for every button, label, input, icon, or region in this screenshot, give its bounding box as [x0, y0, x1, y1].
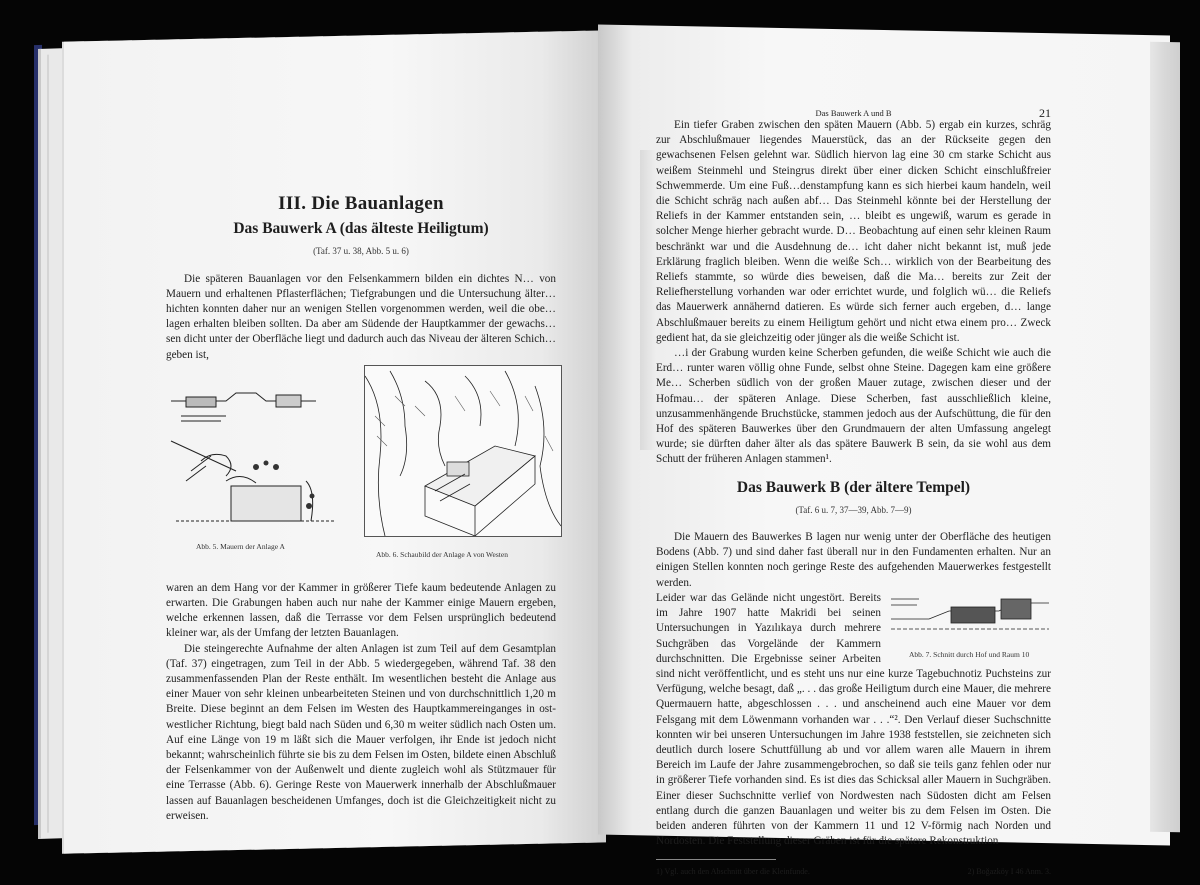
figure-6-caption: Abb. 6. Schaubild der Anlage A von Westen — [376, 549, 508, 559]
wall-plan-figure — [166, 371, 356, 531]
section-reference: (Taf. 37 u. 38, Abb. 5 u. 6) — [313, 246, 409, 257]
running-head-title: Das Bauwerk A und B — [815, 108, 892, 118]
footnotes — [656, 864, 1051, 879]
figures-row — [166, 371, 556, 571]
section-drawing — [889, 593, 1051, 643]
gutter-shadow — [640, 150, 656, 450]
figure-5-caption: Abb. 5. Mauern der Anlage A — [196, 541, 285, 551]
right-page-text — [656, 118, 1051, 880]
chapter-title: III. Die Bauanlagen — [278, 193, 444, 214]
section-title: Das Bauwerk B (der ältere Tempel) — [736, 478, 971, 496]
footnote-2: 2) Boğazköy I 46 Anm. 3. — [967, 867, 1051, 877]
paragraph: Leider war das Gelände nicht ungestört. Bereits im Jahre 1907 hatte Makridi bei seinen Untersuchungen in Yazılıkaya durch mehrere Suchgräben das Vorgelände der Kammern durchschnitten. Die Ergebnisse seiner Arbeiten sind nicht veröffentlicht, und es steht uns nur eine kurze Tagebuchnotiz Puchsteins zur Verfügung, welche besagt, daß „. . . das große Heiligtum durch eine Mauer, die mehrere Quermauern hatte, abgeschlossen . . . und anscheinend auch eine Mauer vor dem Felsgang mit dem Löwenmann vorhanden war . . .“². Den Verlauf dieser Suchschnitte konnten wir bei unseren Untersuchungen im Jahre 1938 feststellen, sie zeichneten sich deutlich durch losere Schuttfüllung ab und vor allem waren alle Mauern in ihrem Bereich im Laufe der Jahre zusammengebrochen, so daß sie teils ganz fehlen oder nur in größerer Tiefe vorhanden sind. Es ist dies das Schicksal aller Mauern in Suchgräben. Einer dieser Suchschnitte verlief von Nordwesten nach Südosten dicht am Felsen entlang durch die ganzen Bauanlagen und weiter bis zu dem Felsen im Osten. Die beiden anderen führten von der Kammern 11 und 12 V-förmig nach Norden und Nordosten. Die Feststellung dieser Gräben ist für die spätere Rekonstruktion — [656, 591, 1051, 848]
paragraph: …i der Grabung wurden keine Scherben gefunden, die weiße Schicht wie auch die Erd… runter waren völlig ohne Funde, selbst ohne Steine. Dagegen kam eine größere Me… Scherben südlich von der großen Mauer zutage, zwischen dieser und der Hofmau… der späteren Anlage. Diese Scherben, fast ausschließlich kleine, unzusammenhängende Bruchstücke, stammen jedoch aus der Aufschüttung, die für den Hof des späteren Bauwerkes über den Grundmauern der alten Umfassung angelegt wurde; sie dürften daher älter als das spätere Bauwerk B sein, da sie wohl aus dem Schutt der früheren Anlagen stammen¹. — [656, 347, 1051, 466]
right-page-stack — [1150, 42, 1180, 833]
section-reference: (Taf. 6 u. 7, 37—39, Abb. 7—9) — [795, 504, 912, 515]
paragraph: Die steingerechte Aufnahme der alten Anlagen ist zum Teil auf dem Gesamtplan (Taf. 37) eingetragen, zum Teil in der Abb. 5 wiedergegeben, während Taf. 38 den zusammenfassenden Plan der Reste enthält. Im wesentlichen besteht die Anlage aus einer Mauer von sehr kleinen unbearbeiteten Steinen und von durchschnittlich 1,20 m Breite. Diese beginnt an dem Felsen im Westen des Hauptkammereinganges in ost-westlicher Richtung, biegt bald nach Süden und 6,30 m weiter südlich nach Osten um. Auf eine Länge von 19 m läßt sich die Mauer verfolgen, ihr Ende ist jedoch nicht bekannt; wahrscheinlich führte sie bis zu dem Felsen im Osten, bildete einen Abschluß der Felsenkammer von der Außenwelt und diente zugleich wohl als Stützmauer für eine Terrasse (Abb. 6). Geringe Reste von Mauerwerk innerhalb der Abschlußmauer lassen auf Bauanlagen bescheidenen Umfanges, doch ist die Gleichzeitigkeit nicht zu erweisen. — [166, 642, 556, 822]
footnote-1: 1) Vgl. auch den Abschnitt über die Kleinfunde. — [656, 867, 810, 877]
section-title: Das Bauwerk A (das älteste Heiligtum) — [233, 220, 489, 238]
left-page-text — [166, 193, 556, 824]
paragraph: waren an dem Hang vor der Kammer in größerer Tiefe kaum bedeutende Anlagen zu erwarten. Die Grabungen haben auch nur nahe der Kammer einige Mauern ergeben, welche erkennen lassen, daß die Terrasse vor dem Felsen ursprünglich bedeutend kleiner war, als der Umfang der letzten Bauanlagen. — [166, 581, 556, 640]
section-drawing-figure — [889, 593, 1051, 659]
perspective-drawing-figure — [364, 365, 562, 537]
paragraph: Die späteren Bauanlagen vor den Felsenkammern bilden ein dichtes N… von Mauern und erhaltenen Pflasterflächen; Tiefgrabungen und die Untersuchung älter… hichten konnten daher nur an wenigen Stellen vorgenommen werden, weil die obe… lagen erhalten bleiben sollten. Da aber am Südende der Hauptkammer der gewachs… sen dicht unter der Oberfläche liegt und dadurch auch das Niveau der älteren Schich… geben ist, — [166, 272, 556, 361]
page-number: 21 — [1039, 106, 1051, 120]
figure-7-caption: Abb. 7. Schnitt durch Hof und Raum 10 — [909, 649, 1030, 659]
paragraph: Ein tiefer Graben zwischen den späten Mauern (Abb. 5) ergab ein kurzes, schräg zur Abschlußmauer liegendes Mauerstück, das an der Rückseite gegen den gewachsenen Felsen gelehnt war. Südlich hiervon lag eine 30 cm starke Schicht aus weißem Steinmehl und Steingrus direkt über einer dicken Schicht einschlußfreier Schwemmerde. Um eine Fuß…denstampfung kann es sich hierbei kaum handeln, weil die Schicht schräg nach außen abf… Das Steinmehl könnte bei der Herstellung der Reliefs in der Kammer entstanden sein, … bleibt es ungewiß, warum es gerade in solcher Menge hierher gebracht wurde. D… Beobachtung auf einen sehr kleinen Raum beschränkt war und die Ausdehnung de… icht daher nicht bekannt ist, muß jede Erklärung fraglich bleiben. Wenn die weiße Sch… wirklich von der Bearbeitung des Reliefs stammte, so würde dies beweisen, daß die Ma… bereits zur Zeit der Reliefherstellung vorhanden war oder errichtet wurde, und folglich wü… die Reliefs das Mauerwerk annähernd datieren. Es würde sich ferner auch ergeben, d… lange Abschlußmauer bereits zu einem Heiligtum gehört und nicht etwa einem pro… Zweck gedient hat, da sie gleichzeitig oder jünger als die weiße Schicht ist. — [656, 119, 1051, 344]
paragraph: Die Mauern des Bauwerkes B lagen nur wenig unter der Oberfläche des heutigen Bodens (Abb. 7) und sind daher fast überall nur in den Fundamenten erhalten. Nur an einigen Stellen konnten noch geringe Reste des aufgehenden Mauerwerkes festgestellt werden. — [656, 531, 1051, 589]
